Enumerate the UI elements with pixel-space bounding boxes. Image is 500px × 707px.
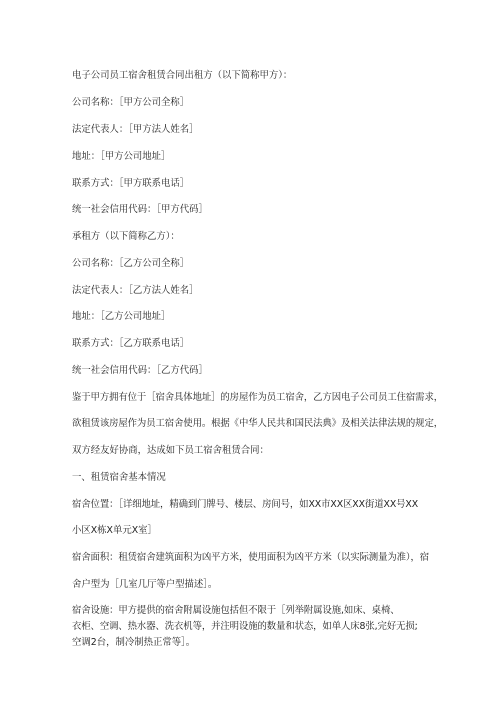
lessee-heading: 承租方（以下简称乙方）： [72,231,180,242]
dorm-area-line: 舍户型为［几室几厅等户型描述］。 [72,579,218,590]
lessee-legal-rep: 法定代表人：［乙方法人姓名］ [72,285,199,296]
contract-intro: 电子公司员工宿舍租赁合同出租方（以下简称甲方）： [72,70,293,81]
lessor-credit-code: 统一社会信用代码：［甲方代码］ [72,204,208,215]
lessor-company-name: 公司名称：［甲方公司全称］ [72,97,190,108]
dorm-facilities-line: 空调2台，制冷制热正常等］。 [72,637,196,648]
lessor-contact: 联系方式：［甲方联系电话］ [72,178,190,189]
preamble-line: 鉴于甲方拥有位于［宿舍具体地址］的房屋作为员工宿舍，乙方因电子公司员工住宿需求， [72,392,444,403]
dorm-facilities-line: 宿舍设施：甲方提供的宿舍附属设施包括但不限于［列举附属设施,如床、桌椅、 [72,605,400,616]
lessee-company-name: 公司名称：［乙方公司全称］ [72,258,190,269]
dorm-facilities-line: 衣柜、空调、热水器、洗衣机等，并注明设施的数量和状态，如单人床8张,完好无损; [72,621,418,632]
dorm-location-line: 宿舍位置：［详细地址，精确到门牌号、楼层、房间号，如XX市XX区XX街道XX号XX [72,499,419,510]
preamble-line: 欲租赁该房屋作为员工宿舍使用。根据《中华人民共和国民法典》及相关法律法规的规定， [72,418,444,429]
section-1-title: 一、租赁宿舍基本情况 [72,472,166,483]
preamble-line: 双方经友好协商，达成如下员工宿舍租赁合同： [72,445,269,456]
lessee-contact: 联系方式：［乙方联系电话］ [72,338,190,349]
dorm-area-line: 宿舍面积：租赁宿舍建筑面积为凶平方米，使用面积为凶平方米（以实际测量为准），宿 [72,552,430,563]
lessee-address: 地址：［乙方公司地址］ [72,311,171,322]
lessee-credit-code: 统一社会信用代码：［乙方代码］ [72,365,208,376]
dorm-location-line: 小区X栋X单元X室］ [72,525,157,536]
lessor-legal-rep: 法定代表人：［甲方法人姓名］ [72,124,199,135]
lessor-address: 地址：［甲方公司地址］ [72,151,171,162]
